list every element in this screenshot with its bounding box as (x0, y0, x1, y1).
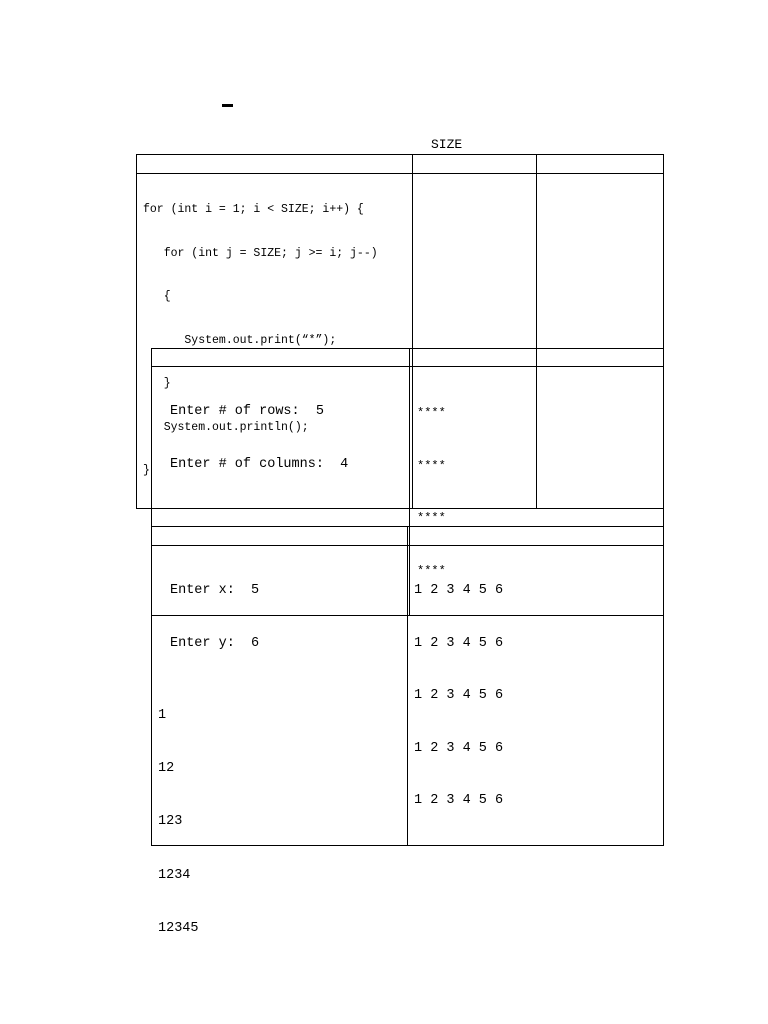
code-line: for (int j = SIZE; j >= i; j--) (143, 246, 378, 260)
xy-table (151, 526, 664, 846)
title-dash (222, 104, 233, 107)
size-label: SIZE (431, 137, 463, 152)
xy-header-cell (152, 527, 408, 546)
output-line: 1 2 3 4 5 6 (414, 635, 504, 651)
input-line: Enter # of columns: 4 (170, 456, 349, 472)
code-line: { (143, 290, 171, 303)
output-line: 1 2 3 4 5 6 (414, 688, 504, 703)
output-cell (408, 546, 664, 846)
input-line: Enter x: 5 (170, 583, 260, 598)
xy-header-row (152, 527, 664, 546)
code-line: System.out.println(); (143, 420, 309, 434)
input-line: Enter # of rows: 5 (170, 404, 324, 419)
code-line: System.out.print(“*”); (143, 333, 337, 347)
pattern-line: 1 (158, 707, 167, 723)
code-table-header-cell (537, 155, 664, 174)
code-line: for (int i = 1; i < SIZE; i++) { (143, 203, 364, 216)
output-line: 1 2 3 4 5 6 (414, 583, 504, 598)
xy-header-cell (408, 527, 664, 546)
pattern-line: 1234 (158, 867, 191, 883)
rows-columns-header-row (152, 349, 664, 367)
output-line: 1 2 3 4 5 6 (414, 740, 504, 756)
code-line: } (143, 464, 150, 477)
input-line: Enter y: 6 (170, 635, 260, 651)
pattern-line: 12345 (158, 921, 199, 937)
rows-columns-header-cell (152, 349, 410, 367)
output-line: **** (417, 563, 446, 578)
output-line: **** (417, 458, 446, 473)
number-pattern (158, 671, 199, 956)
xy-body-row (152, 546, 664, 846)
code-table-header-row (137, 155, 664, 174)
output-line: **** (417, 511, 446, 525)
code-line: } (143, 377, 171, 390)
pattern-line: 123 (158, 814, 183, 830)
pattern-line: 12 (158, 760, 175, 776)
code-table-header-cell (413, 155, 537, 174)
rows-columns-header-cell (410, 349, 664, 367)
output-line: 1 2 3 4 5 6 (414, 793, 504, 808)
code-table-header-cell (137, 155, 413, 174)
output-line: **** (417, 406, 446, 420)
